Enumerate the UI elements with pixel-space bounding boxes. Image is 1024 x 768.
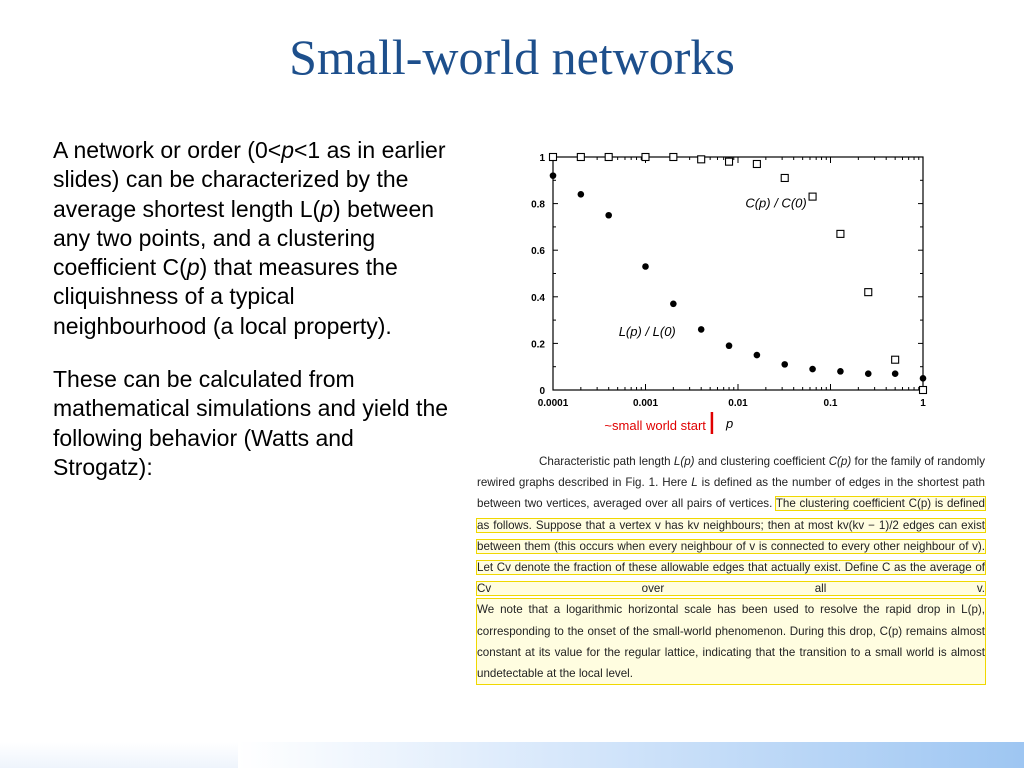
y-tick-label: 0 [539,386,545,397]
paragraph-2: These can be calculated from mathematical simulations and yield the following behavior (Watts and Strogatz): [53,366,449,480]
figure-caption [477,451,985,684]
data-point-l [670,300,677,307]
x-tick-label: 0.0001 [537,398,569,409]
data-point-l [698,326,705,333]
y-tick-label: 0.6 [531,246,545,258]
data-point-c [920,387,927,394]
data-point-l [578,191,585,198]
body-text [53,136,453,506]
footer-left [0,742,238,768]
data-point-l [550,172,557,179]
data-point-c [698,156,705,163]
series-label-l: L(p) / L(0) [618,323,676,339]
caption-text: C(p) [828,455,852,468]
text-run: ) between any two points, and a clustering coefficient C( [53,195,435,281]
small-world-annotation: ~small world start [604,418,706,433]
caption-highlight-2: We note that a logarithmic horizontal scale has been used to resolve the rapid drop in L(p), corresponding to the onset of the small-world phenomenon. During this drop, C(p) remains almost constant at its value for the regular lattice, indicating that the transition to a small world is almost undetectable at the local level. [477,599,985,684]
caption-text: Characteristic path length [539,455,674,468]
data-point-l [754,352,761,359]
data-point-l [642,263,649,270]
slide-title: Small-world networks [289,29,735,85]
data-point-l [892,370,899,377]
data-point-c [577,154,584,161]
y-tick-label: 0.4 [531,292,545,304]
caption-text: L(p) [673,455,695,468]
x-tick-label: 0.01 [728,398,748,409]
data-point-c [781,174,788,181]
y-tick-label: 0.8 [531,199,545,211]
caption-text: and clustering coefficient [694,455,829,468]
data-point-c [726,158,733,165]
text-run: A network or order (0< [53,137,282,163]
text-run: p [186,254,200,281]
data-point-c [670,154,677,161]
x-axis-label: p [726,416,734,431]
data-point-c [865,289,872,296]
x-tick-label: 0.001 [632,398,659,409]
text-run: p [281,137,294,163]
data-point-l [837,368,844,375]
x-tick-label: 1 [920,398,926,409]
y-tick-label: 0.2 [531,339,545,351]
paragraph-1 [53,136,453,341]
text-run: p [320,195,334,222]
data-point-c [753,160,760,167]
data-point-l [865,370,872,377]
data-point-c [892,356,899,363]
series-label-c: C(p) / C(0) [745,195,807,211]
y-tick-label: 1 [539,153,545,164]
data-point-c [605,154,612,161]
caption-highlight-1: The clustering coefficient C(p) is defined as follows. Suppose that a vertex v has kv neighbours; then at most kv(kv − 1)/2 edges can exist between them (this occurs when every neighbour of v is connected to every other neighbour of v). Let Cv denote the fraction of these allowable edges that actually exist. Define C as the average of Cv over all v. [477,497,985,596]
text-run: <1 as in earlier slides) can be characterized by the average shortest length L( [53,137,446,222]
data-point-l [781,361,788,368]
x-tick-label: 0.1 [823,398,838,409]
data-point-l [920,375,927,382]
data-point-c [642,154,649,161]
data-point-l [726,342,733,349]
caption-text: for the family of randomly rewired graphs described in Fig. 1. Here [477,455,985,490]
data-point-c [550,154,557,161]
plot-frame [553,157,923,390]
caption-text: L [691,476,698,490]
footer-gradient-bar [238,742,1024,768]
data-point-c [837,230,844,237]
data-point-l [809,366,816,373]
text-run: ) that measures the cliquishness of a typical neighbourhood (a local property). [53,254,398,339]
caption-text: is defined as the number of edges in the shortest path between two vertices, averaged over all pairs of vertices. [477,476,985,511]
data-point-l [605,212,612,219]
data-point-c [809,193,816,200]
watts-strogatz-chart [500,145,960,445]
